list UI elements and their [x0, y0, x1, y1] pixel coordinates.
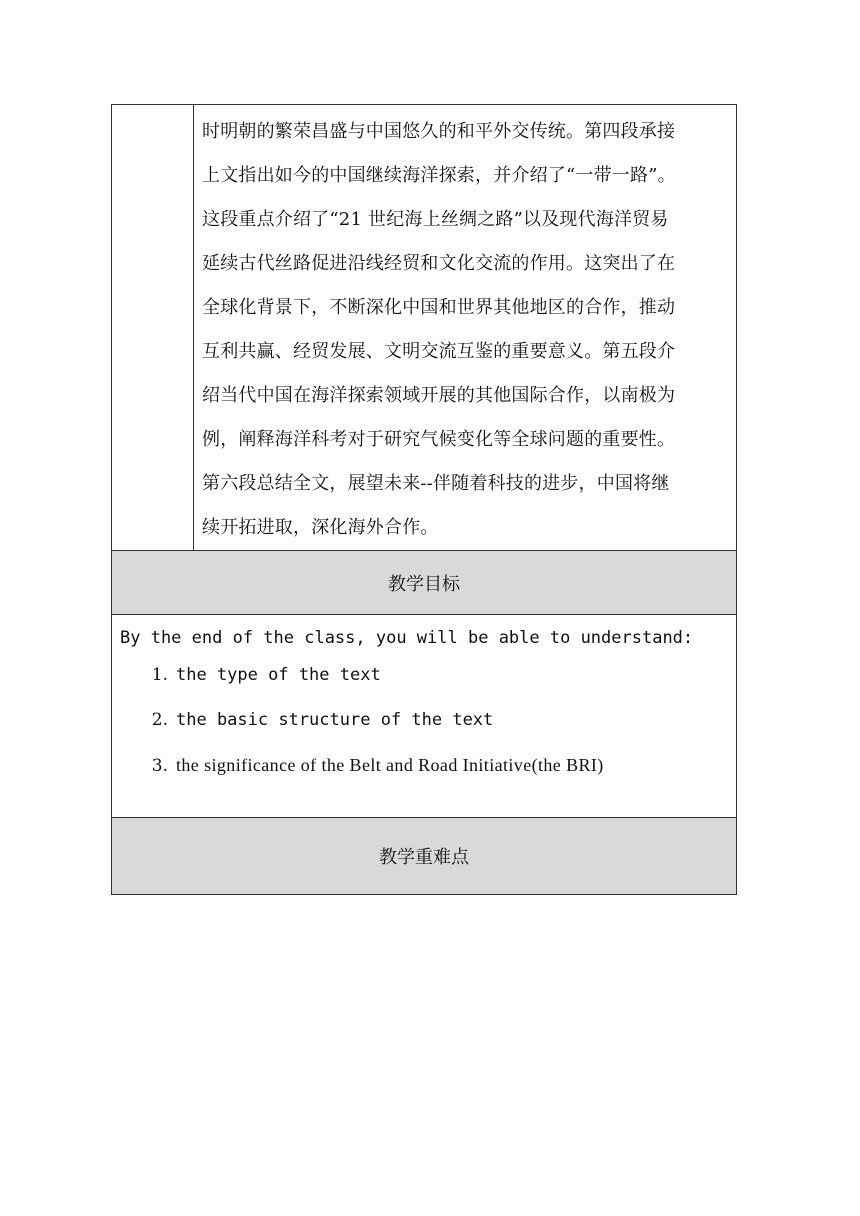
paragraph-line: 上文指出如今的中国继续海洋探索，并介绍了“一带一路”。	[202, 165, 676, 186]
paragraph-line: 时明朝的繁荣昌盛与中国悠久的和平外交传统。第四段承接	[202, 121, 676, 142]
paragraph-line: 续开拓进取，深化海外合作。	[202, 517, 439, 538]
goal-item	[120, 743, 728, 788]
text-analysis-row	[112, 105, 737, 551]
goal-item	[120, 698, 728, 743]
goals-intro-text: By the end of the class, you will be able to understand:	[120, 628, 694, 648]
teaching-goals-heading: 教学目标	[112, 551, 737, 615]
goal-item	[120, 653, 728, 698]
teaching-goals-cell	[112, 615, 737, 818]
goal-number: 3.	[151, 756, 168, 776]
teaching-goals-row	[112, 615, 737, 818]
paragraph-line: 延续古代丝路促进沿线经贸和文化交流的作用。这突出了在	[202, 253, 676, 274]
paragraph-line: 这段重点介绍了“21 世纪海上丝绸之路”以及现代海洋贸易	[202, 209, 669, 230]
key-points-heading: 教学重难点	[112, 818, 737, 895]
paragraph-line: 例，阐释海洋科考对于研究气候变化等全球问题的重要性。	[202, 429, 676, 450]
goal-text: the significance of the Belt and Road Initiative(the BRI)	[176, 755, 604, 775]
lesson-plan-table	[111, 104, 737, 895]
goal-number: 1.	[151, 665, 168, 685]
goal-text: the basic structure of the text	[176, 710, 494, 730]
goal-list	[120, 653, 728, 788]
goal-text: the type of the text	[176, 665, 381, 685]
text-analysis-cell	[194, 105, 737, 551]
row-label-cell	[112, 105, 194, 551]
key-points-heading-row	[112, 818, 737, 895]
teaching-goals-heading-row	[112, 551, 737, 615]
paragraph-line: 全球化背景下，不断深化中国和世界其他地区的合作，推动	[202, 297, 676, 318]
paragraph-line: 第六段总结全文，展望未来--伴随着科技的进步，中国将继	[202, 473, 670, 494]
paragraph-line: 绍当代中国在海洋探索领域开展的其他国际合作，以南极为	[202, 385, 676, 406]
goal-number: 2.	[151, 710, 168, 730]
paragraph-line: 互利共赢、经贸发展、文明交流互鉴的重要意义。第五段介	[202, 341, 676, 362]
